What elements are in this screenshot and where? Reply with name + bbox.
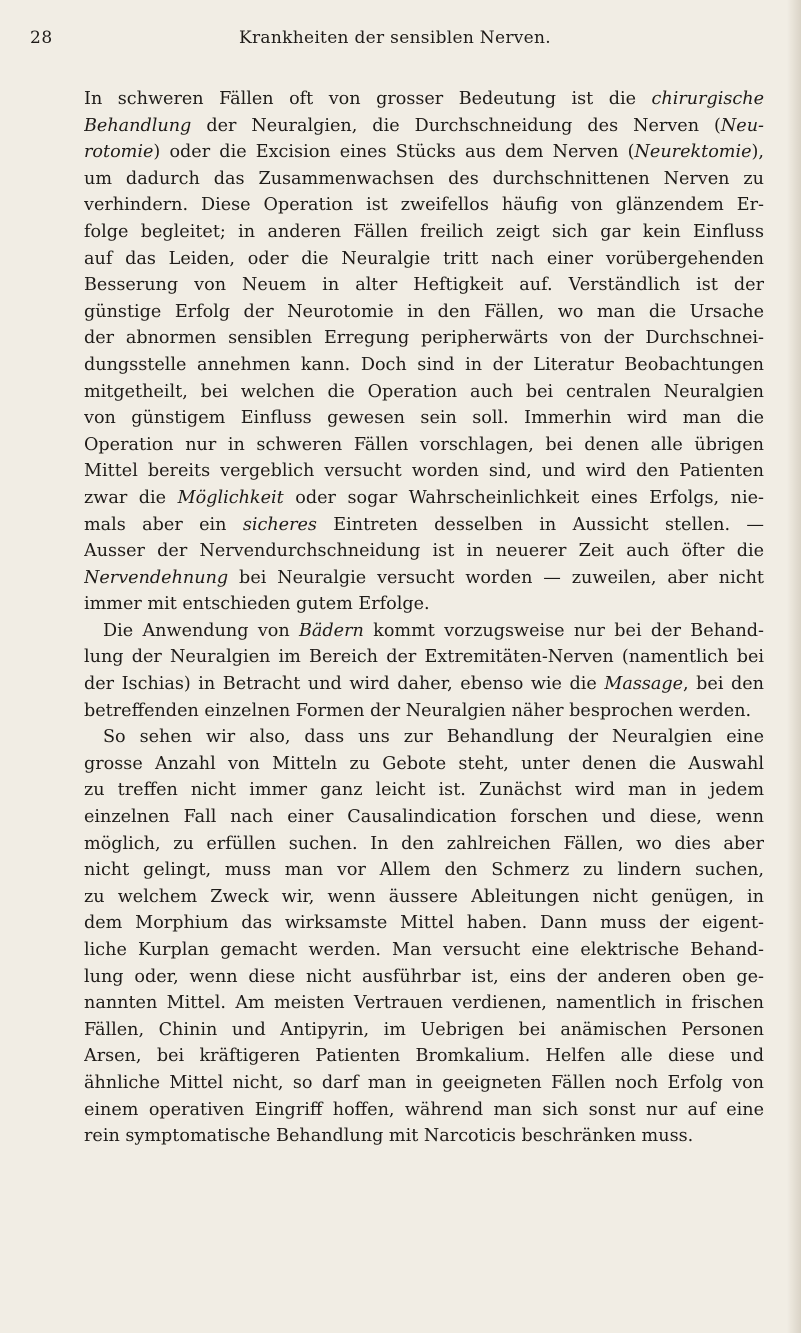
text-line: [84, 432, 764, 459]
text-line: [84, 964, 764, 991]
body-text: [84, 86, 764, 1150]
text-line: [84, 698, 764, 725]
text-line: [84, 1070, 764, 1097]
text-run: bei Neuralgie versucht worden — zuweilen, aber nicht: [228, 567, 764, 588]
text-line: [84, 458, 764, 485]
emphasized-term: sicheres: [242, 514, 317, 535]
text-run: der Ischias) in Betracht und wird daher, ebenso wie die: [84, 674, 605, 695]
text-run: möglich, zu erfüllen suchen. In den zahlreichen Fällen, wo dies aber: [84, 833, 764, 854]
text-run: zwar die: [84, 487, 178, 508]
text-run: von günstigem Einfluss gewesen sein soll. Immerhin wird man die: [84, 408, 764, 429]
text-run: Ausser der Nervendurchschneidung ist in neuerer Zeit auch öfter die: [84, 541, 764, 562]
text-run: lung oder, wenn diese nicht ausführbar ist, eins der anderen oben ge-: [84, 966, 764, 987]
text-run: kommt vorzugsweise nur bei der Behand-: [363, 620, 764, 641]
text-run: nicht gelingt, muss man vor Allem den Schmerz zu lindern suchen,: [84, 860, 764, 881]
text-run: dungsstelle annehmen kann. Doch sind in der Literatur Beobachtungen: [84, 354, 764, 375]
text-line: [84, 325, 764, 352]
text-line: [84, 192, 764, 219]
text-line: [84, 219, 764, 246]
text-run: mitgetheilt, bei welchen die Operation auch bei centralen Neuralgien: [84, 381, 764, 402]
text-run: folge begleitet; in anderen Fällen freilich zeigt sich gar kein Einfluss: [84, 221, 764, 242]
page-number: 28: [30, 28, 53, 48]
text-run: Fällen, Chinin und Antipyrin, im Uebrigen bei anämischen Personen: [84, 1019, 764, 1040]
text-line: [84, 1123, 764, 1150]
text-run: , bei den: [683, 674, 764, 695]
text-run: auf das Leiden, oder die Neuralgie tritt nach einer vorübergehenden: [84, 248, 764, 269]
text-run: nannten Mittel. Am meisten Vertrauen verdienen, namentlich in frischen: [84, 993, 764, 1014]
text-run: zu treffen nicht immer ganz leicht ist. Zunächst wird man in jedem: [84, 780, 764, 801]
text-line: [84, 352, 764, 379]
text-run: dem Morphium das wirksamste Mittel haben. Dann muss der eigent-: [84, 913, 764, 934]
text-line: [84, 86, 764, 113]
text-line: [84, 831, 764, 858]
text-line: [84, 379, 764, 406]
text-run: um dadurch das Zusammenwachsen des durchschnittenen Nerven zu: [84, 168, 764, 189]
text-line: [84, 777, 764, 804]
text-line: [84, 591, 764, 618]
text-run: Die Anwendung von: [103, 620, 299, 641]
text-run: ) oder die Excision eines Stücks aus dem Nerven (: [153, 142, 635, 163]
text-line: [84, 884, 764, 911]
text-line: [84, 671, 764, 698]
text-run: liche Kurplan gemacht werden. Man versucht eine elektrische Behand-: [84, 940, 764, 960]
emphasized-term: chirurgische: [651, 89, 764, 109]
text-line: [84, 512, 764, 539]
emphasized-term: Massage: [604, 674, 684, 695]
text-run: mals aber ein: [84, 514, 243, 535]
text-run: Eintreten desselben in Aussicht stellen. —: [316, 514, 764, 535]
text-run: grosse Anzahl von Mitteln zu Gebote steht, unter denen die Auswahl: [84, 753, 764, 774]
emphasized-term: Behandlung: [84, 115, 192, 136]
text-line: [84, 990, 764, 1017]
text-run: Mittel bereits vergeblich versucht worden sind, und wird den Patienten: [84, 461, 764, 482]
text-line: [84, 272, 764, 299]
text-line: [84, 937, 764, 964]
text-line: [84, 139, 764, 166]
text-run: ähnliche Mittel nicht, so darf man in geeigneten Fällen noch Erfolg von: [84, 1072, 764, 1093]
page-edge-shadow: [787, 0, 801, 1333]
text-line: [84, 166, 764, 193]
emphasized-term: rotomie: [84, 142, 154, 163]
text-run: lung der Neuralgien im Bereich der Extremitäten-Nerven (namentlich bei: [84, 647, 764, 668]
text-line: [84, 724, 764, 751]
text-run: betreffenden einzelnen Formen der Neuralgien näher besprochen werden.: [84, 700, 752, 721]
text-line: [84, 804, 764, 831]
text-run: der abnormen sensiblen Erregung peripherwärts von der Durchschnei-: [84, 328, 764, 349]
text-run: So sehen wir also, dass uns zur Behandlung der Neuralgien eine: [103, 727, 764, 748]
text-line: [84, 405, 764, 432]
text-line: [84, 910, 764, 937]
emphasized-term: Bädern: [299, 620, 364, 641]
text-line: [84, 246, 764, 273]
text-run: der Neuralgien, die Durchschneidung des Nerven (: [191, 115, 721, 136]
text-line: [84, 1043, 764, 1070]
text-line: [84, 1097, 764, 1124]
emphasized-term: Neurektomie: [634, 142, 752, 163]
text-run: rein symptomatische Behandlung mit Narcoticis beschränken muss.: [84, 1126, 694, 1147]
emphasized-term: Neu-: [720, 115, 764, 136]
text-run: einem operativen Eingriff hoffen, während man sich sonst nur auf eine: [84, 1099, 764, 1120]
text-run: verhindern. Diese Operation ist zweifellos häufig von glänzendem Er-: [84, 195, 764, 216]
page-header: [30, 28, 760, 52]
text-run: In schweren Fällen oft von grosser Bedeutung ist die: [84, 89, 652, 109]
emphasized-term: Möglichkeit: [177, 487, 284, 508]
text-run: einzelnen Fall nach einer Causalindication forschen und diese, wenn: [84, 807, 764, 828]
emphasized-term: Nervendehnung: [84, 567, 229, 588]
text-line: [84, 857, 764, 884]
text-line: [84, 565, 764, 592]
text-line: [84, 485, 764, 512]
text-run: Operation nur in schweren Fällen vorschlagen, bei denen alle übrigen: [84, 434, 764, 455]
text-line: [84, 113, 764, 140]
text-run: zu welchem Zweck wir, wenn äussere Ableitungen nicht genügen, in: [84, 886, 764, 907]
text-run: Arsen, bei kräftigeren Patienten Bromkalium. Helfen alle diese und: [84, 1046, 764, 1067]
text-line: [84, 299, 764, 326]
text-run: Besserung von Neuem in alter Heftigkeit auf. Verständlich ist der: [84, 275, 764, 296]
text-run: immer mit entschieden gutem Erfolge.: [84, 594, 430, 615]
text-run: ),: [751, 142, 764, 163]
text-line: [84, 538, 764, 565]
text-line: [84, 618, 764, 645]
text-line: [84, 644, 764, 671]
running-title: Krankheiten der sensiblen Nerven.: [239, 28, 551, 48]
text-run: günstige Erfolg der Neurotomie in den Fällen, wo man die Ursache: [84, 301, 764, 322]
text-run: oder sogar Wahrscheinlichkeit eines Erfolgs, nie-: [283, 487, 764, 508]
text-line: [84, 751, 764, 778]
text-line: [84, 1017, 764, 1044]
